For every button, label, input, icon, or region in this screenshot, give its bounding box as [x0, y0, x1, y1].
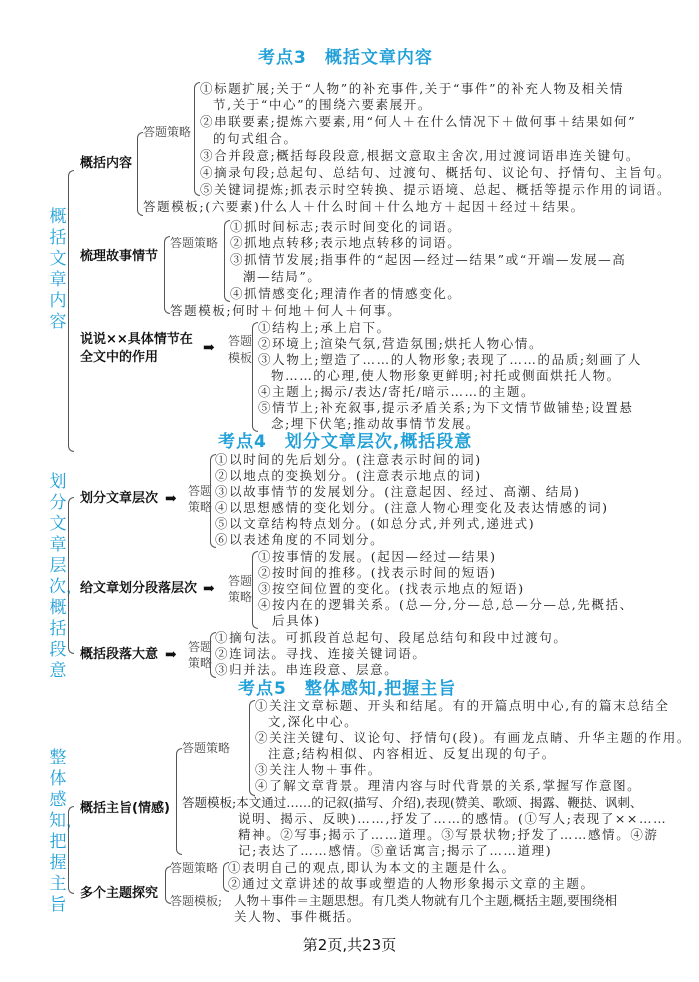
item: ①标题扩展;关于“人物”的补充事件,关于“事件”的补充人物及相关情: [200, 81, 625, 96]
item: ②环境上;渲染气氛,营造氛围;烘托人物心情。: [258, 336, 544, 351]
brace: [68, 170, 74, 452]
topic-divide-layers: 划分文章层次: [80, 491, 159, 506]
item: ⑤关键词提炼;抓表示时空转换、提示语境、总起、概括等提示作用的词语。: [200, 182, 672, 197]
item: ④以思想感情的变化划分。(注意人物心理变化及表达情感的词): [215, 500, 609, 515]
arrow-right-icon: ➡: [165, 491, 177, 507]
item: ①关注文章标题、开头和结尾。有的开篇点明中心,有的篇末总结全: [255, 698, 670, 713]
topic-plot-role: 说说××具体情节在: [80, 332, 193, 347]
item: ③以故事情节的发展划分。(注意起因、经过、高潮、结局): [215, 484, 581, 499]
item: ③归并法。串连段意、层意。: [215, 662, 399, 677]
item: 节,关于“中心”的围绕六要素展开。: [213, 97, 432, 112]
arrow-right-icon: ➡: [165, 647, 177, 663]
topic-paragraph-meaning: 概括段落大意: [80, 647, 159, 662]
topic-paragraph-layers: 给文章划分段落层次: [80, 581, 198, 596]
item: ③人物上;塑造了……的人物形象;表现了……的品质;刻画了人: [258, 352, 643, 367]
topic-summarize-content: 概括内容: [80, 156, 133, 171]
template: 答题模板;(六要素)什么人＋什么时间＋什么地方＋起因＋经过＋结果。: [143, 199, 585, 214]
item: ①以时间的先后划分。(注意表示时间的词): [215, 452, 482, 467]
template-label: 模板: [228, 351, 253, 365]
item: ②按时间的推移。(找表示时间的短语): [258, 565, 497, 580]
strategy-label: 答题: [188, 484, 213, 498]
topic-main-idea: 概括主旨(情感): [80, 801, 170, 816]
topic-multi-theme: 多个主题探究: [80, 886, 159, 901]
template: 答题模板;本文通过……的记叙(描写、介绍),表现(赞美、歌颂、揭露、鞭挞、讽刺、: [182, 795, 643, 810]
item: ②通过文章讲述的故事或塑造的人物形象揭示文章的主题。: [228, 876, 595, 891]
item: ②以地点的变换划分。(注意表示地点的词): [215, 468, 482, 483]
item: 念;埋下伏笔;推动故事情节发展。: [271, 416, 481, 431]
section-side-label-3: 概括文章内容: [49, 207, 67, 332]
brace: [68, 806, 74, 894]
item: ③关注人物＋事件。: [255, 762, 382, 777]
brace: [68, 497, 74, 654]
item: ①摘句法。可抓段首总起句、段尾总结句和段中过渡句。: [215, 630, 568, 645]
arrow-right-icon: ➡: [203, 340, 215, 356]
strategy-label: 策略: [188, 656, 213, 670]
section-side-label-5: 整体感知，把握主旨: [49, 748, 83, 915]
section-title-4: 考点4 划分文章层次,概括段意: [218, 432, 473, 452]
template: 说明、揭示、反映)……,抒发了……的感情。(①写人;表现了××……: [238, 811, 668, 826]
strategy-label: 答题: [228, 574, 253, 588]
arrow-right-icon: ➡: [203, 581, 215, 597]
item: ⑤情节上;补充叙事,提示矛盾关系;为下文情节做铺垫;设置悬: [258, 400, 634, 415]
item: ③抓情节发展;指事件的“起因—经过—结果”或“开端—发展—高: [230, 252, 627, 267]
item: ④了解文章背景。理清内容与时代背景的关系,掌握写作意图。: [255, 778, 642, 793]
item: ③合并段意;概括每段段意,根据文意取主舍次,用过渡词语串连关键句。: [200, 148, 640, 163]
item: ②抓地点转移;表示地点转移的词语。: [230, 235, 462, 250]
item: ④摘录句段;总起句、总结句、过渡句、概括句、议论句、抒情句、主旨句。: [200, 165, 672, 180]
strategy-label: 策略: [188, 500, 213, 514]
template: 关人物、事件概括。: [234, 909, 361, 924]
item: 的句式组合。: [213, 131, 298, 146]
item: ④抓情感变化;理清作者的情感变化。: [230, 286, 462, 301]
item: ②连词法。寻找、连接关键词语。: [215, 646, 427, 661]
strategy-label: 答题策略: [182, 741, 231, 755]
template-label: 答题模板;: [170, 894, 223, 908]
item: ①表明自己的观点,即认为本文的主题是什么。: [228, 860, 516, 875]
item: ④按内在的逻辑关系。(总—分,分—总,总—分—总,先概括、: [258, 597, 634, 612]
section-title-5: 考点5 整体感知,把握主旨: [238, 679, 457, 699]
template: 人物＋事件＝主题思想。有几类人物就有几个主题,概括主题,要围绕相: [234, 893, 617, 908]
section-title-3: 考点3 概括文章内容: [258, 48, 433, 68]
item: ⑥以表述角度的不同划分。: [215, 532, 385, 547]
strategy-label: 答题: [188, 640, 213, 654]
item: 物……的心理,使人物形象更鲜明;衬托或侧面烘托人物。: [271, 368, 621, 383]
item: 注意;结构相似、内容相近、反复出现的句子。: [268, 746, 556, 761]
template: 记;表达了……感情。⑤童话寓言;揭示了……道理): [238, 843, 553, 858]
topic-plot: 梳理故事情节: [80, 249, 159, 264]
topic-plot-role: 全文中的作用: [80, 350, 159, 365]
item: ②串联要素;提炼六要素,用“何人＋在什么情况下＋做何事＋结果如何”: [200, 114, 637, 129]
item: ④主题上;揭示/表达/寄托/暗示……的主题。: [258, 384, 536, 399]
item: ②关注关键句、议论句、抒情句(段)。有画龙点睛、升华主题的作用。: [255, 730, 691, 745]
strategy-label: 答题策略: [143, 125, 192, 139]
item: ①结构上;承上启下。: [258, 320, 391, 335]
strategy-label: 策略: [228, 590, 253, 604]
item: ①抓时间标志;表示时间变化的词语。: [230, 219, 462, 234]
item: ①按事情的发展。(起因—经过—结果): [258, 549, 497, 564]
page-number: 第2页,共23页: [302, 936, 397, 954]
template: 答题模板;何时＋何地＋何人＋何事。: [170, 303, 402, 318]
template: 精神。②写事;揭示了……道理。③写景状物;抒发了……感情。④游: [238, 827, 659, 842]
item: 潮—结局”。: [243, 269, 322, 284]
item: 文,深化中心。: [268, 714, 359, 729]
item: ⑤以文章结构特点划分。(如总分式,并列式,递进式): [215, 516, 536, 531]
section-side-label-4: 划分文章层次，概括段意: [49, 472, 83, 681]
strategy-label: 答题策略: [170, 236, 219, 250]
template-label: 答题: [228, 334, 253, 348]
item: 后具体): [272, 613, 321, 628]
strategy-label: 答题策略: [170, 861, 219, 875]
item: ③按空间位置的变化。(找表示地点的短语): [258, 581, 525, 596]
